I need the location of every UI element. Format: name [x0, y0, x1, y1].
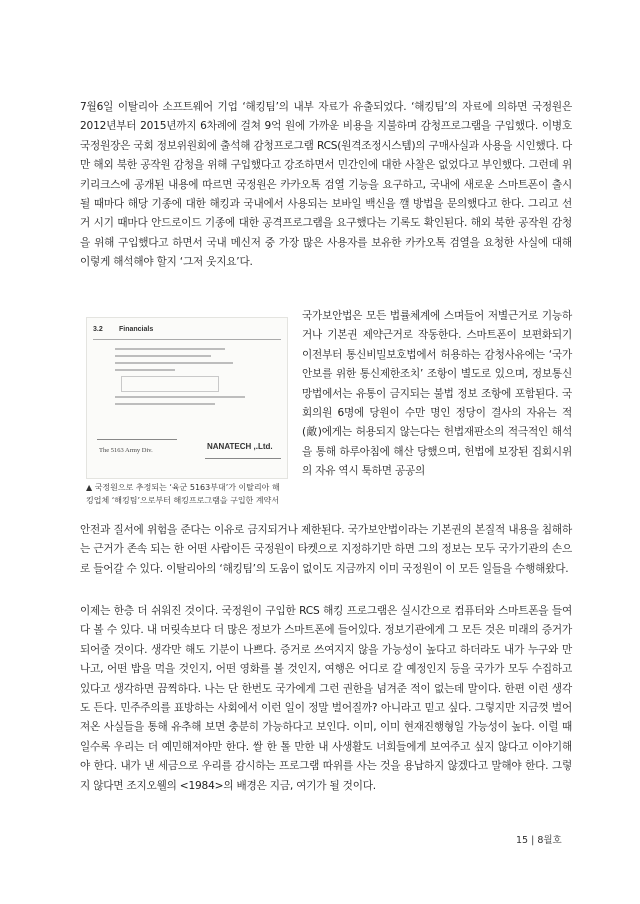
scan-payment-block: [121, 376, 219, 392]
paragraph-right-column: 국가보안법은 모든 법률체계에 스며들어 저별근거로 기능하거나 기본권 제약근거로 작동한다. 스마트폰이 보편화되기 이전부터 통신비밀보호법에서 허용하는 감청사유에는 ‘국가안보를 위한 통신제한조치’ 조항이 별도로 있으며, 정보통신망법에서는 유통이 금지되는 불법 정보 조항에 포함된다. 국회의원 6명에 당원이 수만 명인 정당이 결사의 자유는 적(敵)에게는 허용되지 않는다는 헌법재판소의 적극적인 해석을 통해 하루아침에 해산 당했으며, 헌법에 보장된 집회시위의 자유 역시 툭하면 공공의: [302, 310, 572, 478]
scan-text-line: [115, 348, 225, 350]
paragraph-intro: 7월6일 이탈리아 소프트웨어 기업 ‘해킹팀’의 내부 자료가 유출되었다. ‘해킹팀’의 자료에 의하면 국정원은 2012년부터 2015년까지 6차례에 걸쳐 9억 원에 가까운 비용을 지불하며 감청프로그램을 구입했다. 이병호 국정원장은 국회 정보위원회에 출석해 감청프로그램 RCS(원격조정시스템)의 구매사실과 사용을 시인했다. 다만 해외 북한 공작원 감청을 위해 구입했다고 강조하면서 민간인에 대한 사찰은 없었다고 부인했다. 그런데 위키리크스에 공개된 내용에 따르면 국정원은 카카오톡 검열 기능을 요구하고, 국내에 새로운 스마트폰이 출시될 때마다 해당 기종에 대한 해킹과 국내에서 사용되는 보바일 백신을 깰 방법을 문의했다고 한다. 그리고 선거 시기 때마다 안드로이드 기종에 대한 공격프로그램을 요구했다는 기록도 확인된다. 해외 북한 공작원 감청을 위해 구입했다고 하면서 국내 메신저 중 가장 많은 사용자를 보유한 카카오톡 검열을 요청한 사실에 대해 이렇게 해석해야 할지 ‘그저 웃지요’다.: [80, 101, 572, 269]
signature-line: [97, 439, 177, 440]
section-number: 3.2: [93, 326, 103, 333]
figure-caption: ▲ 국정원으로 추정되는 ‘육군 5163부대’가 이탈리아 해킹업체 ‘해킹팀’으로부터 해킹프로그램을 구입한 계약서: [86, 483, 280, 505]
signature-line: [205, 458, 281, 459]
contract-scan-image: [86, 317, 288, 479]
scan-text-line: [115, 355, 211, 357]
scan-text-line: [115, 362, 233, 364]
contract-figure: [80, 313, 290, 507]
section-title: Financials: [119, 326, 154, 333]
signature-right-label: NANATECH ,.Ltd.: [207, 442, 273, 451]
paragraph-continued: 안전과 질서에 위험을 준다는 이유로 금지되거나 제한된다. 국가보안법이라는 기본권의 본질적 내용을 침해하는 근거가 존속 되는 한 어떤 사람이든 국정원이 타켓으로 지정하기만 하면 그의 정보는 모두 국가기관의 손으로 들어갈 수 있다. 이탈리아의 ‘해킹팀’의 도움이 없이도 지금까지 이미 국정원이 이 모든 일들을 수행해왔다.: [80, 524, 572, 575]
scan-text-line: [115, 403, 215, 405]
section-rule: [93, 339, 281, 340]
paragraph-closing: 이제는 한층 더 쉬워진 것이다. 국정원이 구입한 RCS 해킹 프로그램은 실시간으로 컴퓨터와 스마트폰을 들여다 볼 수 있다. 내 머릿속보다 더 많은 정보가 스마트폰에 들어있다. 정보기관에게 그 모든 것은 미래의 증거가 되어줄 것이다. 생각만 해도 기분이 나쁘다. 증거로 쓰여지지 않을 가능성이 높다고 하더라도 내가 누구와 만나고, 어떤 밥을 먹을 것인지, 어떤 영화를 볼 것인지, 여행은 어디로 갈 예정인지 등을 국가가 모두 수집하고 있다고 생각하면 끔찍하다. 나는 단 한번도 국가에게 그런 권한을 넘겨준 적이 없는데 말이다. 한편 이런 생각도 든다. 민주주의를 표방하는 사회에서 이런 일이 정말 벌어질까? 아니라고 믿고 싶다. 그렇지만 지금껏 벌어져온 사실들을 통해 유추해 보면 충분히 가능하다고 보인다. 이미, 이미 현재진행형일 가능성이 높다. 이럴 때일수록 우리는 더 예민해져야만 한다. 쌀 한 톨 만한 내 사생활도 너희들에게 보여주고 싶지 않다고 이야기해야 한다. 내가 낸 세금으로 우리를 감시하는 프로그램 따위를 사는 것을 용납하지 않겠다고 말해야 한다. 그렇지 않다면 조지오웰의 <1984>의 배경은 지금, 여기가 될 것이다.: [80, 605, 572, 792]
page-footer: 15 | 8월호: [516, 835, 562, 846]
scan-text-line: [115, 369, 175, 371]
scan-text-line: [115, 396, 245, 398]
signature-left-label: The 5163 Army Div.: [99, 447, 153, 454]
